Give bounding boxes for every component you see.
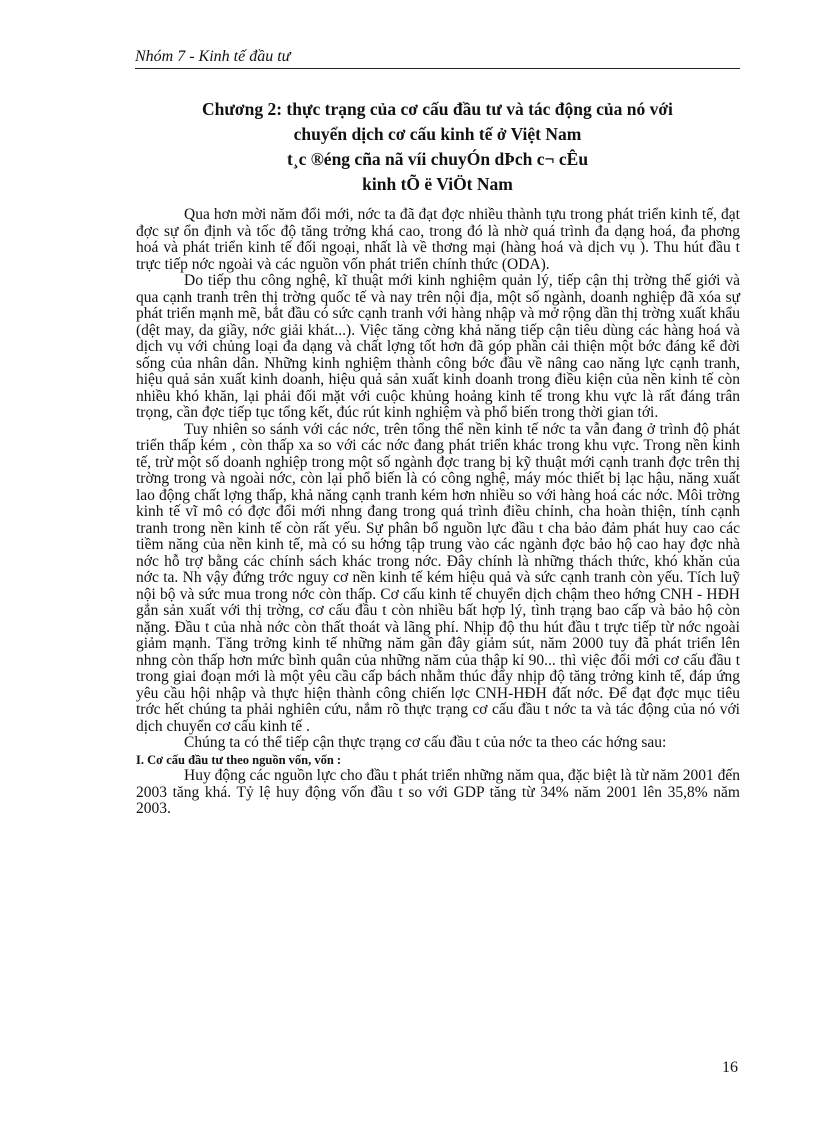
- title-line-2: chuyển dịch cơ cấu kinh tế ở Việt Nam: [293, 124, 582, 144]
- title-line-3: t¸c ®éng cña nã víi chuyÓn dÞch c¬ cÊu: [286, 149, 589, 169]
- document-body: [136, 207, 740, 818]
- paragraph-1: Qua hơn mời năm đổi mới, nớc ta đã đạt đợc nhiều thành tựu trong phát triển kinh tế, đạt đợc sự ổn định và tốc độ tăng trởng khá cao, trong đó là nhờ quá trình đa dạng hoá, đa phơng hoá và phát triển kinh tế đối ngoại, nhất là về thơng mại (hàng hoá và dịch vụ ). Thu hút đầu t trực tiếp nớc ngoài và các nguồn vốn phát triển chính thức (ODA).: [136, 206, 740, 273]
- title-line-4: kinh tÕ ë ViÖt Nam: [362, 174, 513, 194]
- paragraph-4: Chúng ta có thể tiếp cận thực trạng cơ cấu đầu t của nớc ta theo các hớng sau:: [184, 734, 667, 751]
- section-heading: I. Cơ cấu đầu tư theo nguồn vốn, vốn :: [136, 752, 342, 767]
- page-header: Nhóm 7 - Kinh tế đầu tư: [135, 48, 740, 69]
- chapter-title: [135, 97, 740, 197]
- paragraph-2: Do tiếp thu công nghệ, kĩ thuật mới kinh nghiệm quản lý, tiếp cận thị trờng thế giới và qua cạnh tranh trên thị trờng quốc tế và nay trên nội địa, một số ngành, doanh nghiệp đã xóa sự phát triển mạnh mẽ, bắt đầu có sức cạnh tranh với hàng nhập và mở rộng dần thị trờng xuất khẩu (dệt may, da giầy, nớc giải khát...). Việc tăng cờng khả năng tiếp cận tiêu dùng các hàng hoá và dịch vụ với chủng loại đa dạng và chất lợng tốt hơn đã góp phần cải thiện một bớc đáng kể đời sống của nhân dân. Những kinh nghiệm thành công bớc đầu về nâng cao năng lực cạnh tranh, hiệu quả sản xuất kinh doanh, hiệu quả sản xuất kinh doanh trong điều kiện của nền kinh tế còn nhiều khó khăn, lại phải đối mặt với cuộc khủng hoảng kinh tế trong khu vực là rất đáng trân trọng, cần đợc tiếp tục tổng kết, đúc rút kinh nghiệm và phổ biến trong thời gian tới.: [136, 272, 740, 421]
- paragraph-3: Tuy nhiên so sánh với các nớc, trên tổng thể nền kinh tế nớc ta vẫn đang ở trình độ phát triển thấp kém , còn thấp xa so với các nớc đang phát triển khác trong khu vực. Trong nền kinh tế, trừ một số doanh nghiệp trong một số ngành đợc trang bị kỹ thuật mới cạnh tranh đợc trên thị trờng trong và ngoài nớc, còn lại phổ biến là có công nghệ, máy móc thiết bị lạc hậu, năng xuất lao động chất lợng thấp, khả năng cạnh tranh kém hơn nhiều so với hàng hoá các nớc. Môi trờng kinh tế vĩ mô có đợc đổi mới nhng đang trong quá trình điều chỉnh, cha hoàn thiện, tính cạnh tranh trong nền kinh tế còn rất yếu. Sự phân bổ nguồn lực đầu t cha bảo đảm phát huy cao các tiềm năng của nền kinh tế, mà có su hớng tập trung vào các ngành đợc bảo hộ cao hay đợc nhà nớc hỗ trợ bằng các chính sách khác trong nớc. Đây chính là những thách thức, khó khăn của nớc ta. Nh vậy đứng trớc nguy cơ nền kinh tế kém hiệu quả và sức cạnh tranh còn yếu. Tích luỹ nội bộ và sức mua trong nớc còn thấp. Cơ cấu kinh tế chuyển dịch chậm theo hớng CNH - HĐH gắn sản xuất với thị trờng, cơ cấu đầu t còn nhiều bất hợp lý, tình trạng bao cấp và bảo hộ còn nặng. Đầu t của nhà nớc còn thất thoát và lãng phí. Nhịp độ thu hút đầu t trực tiếp từ nớc ngoài giảm mạnh. Tăng trởng kinh tế những năm gần đây giảm sút, năm 2000 tuy đã phát triển lên nhng còn thấp hơn mức bình quân của những năm của thập kỉ 90... thì việc đổi mới cơ cấu đầu t trong giai đoạn mới là một yêu cầu cấp bách nhằm thúc đẩy nhịp độ tăng trởng kinh tế, đáp ứng yêu cầu hội nhập và thực hiện thành công chiến lợc CNH-HĐH đất nớc. Để đạt đợc mục tiêu trớc hết chúng ta phải nghiên cứu, nắm rõ thực trạng cơ cấu đầu t nớc ta và tác động của nó với dịch chuyển cơ cấu kinh tế .: [136, 420, 740, 735]
- page-number: 16: [722, 1059, 738, 1076]
- title-line-1: Chương 2: thực trạng của cơ cấu đầu tư và tác động của nó với: [202, 99, 673, 119]
- paragraph-5: Huy động các nguồn lực cho đầu t phát triển những năm qua, đặc biệt là từ năm 2001 đến 2003 tăng khá. Tỷ lệ huy động vốn đầu t so với GDP tăng từ 34% năm 2001 lên 35,8% năm 2003.: [136, 767, 740, 817]
